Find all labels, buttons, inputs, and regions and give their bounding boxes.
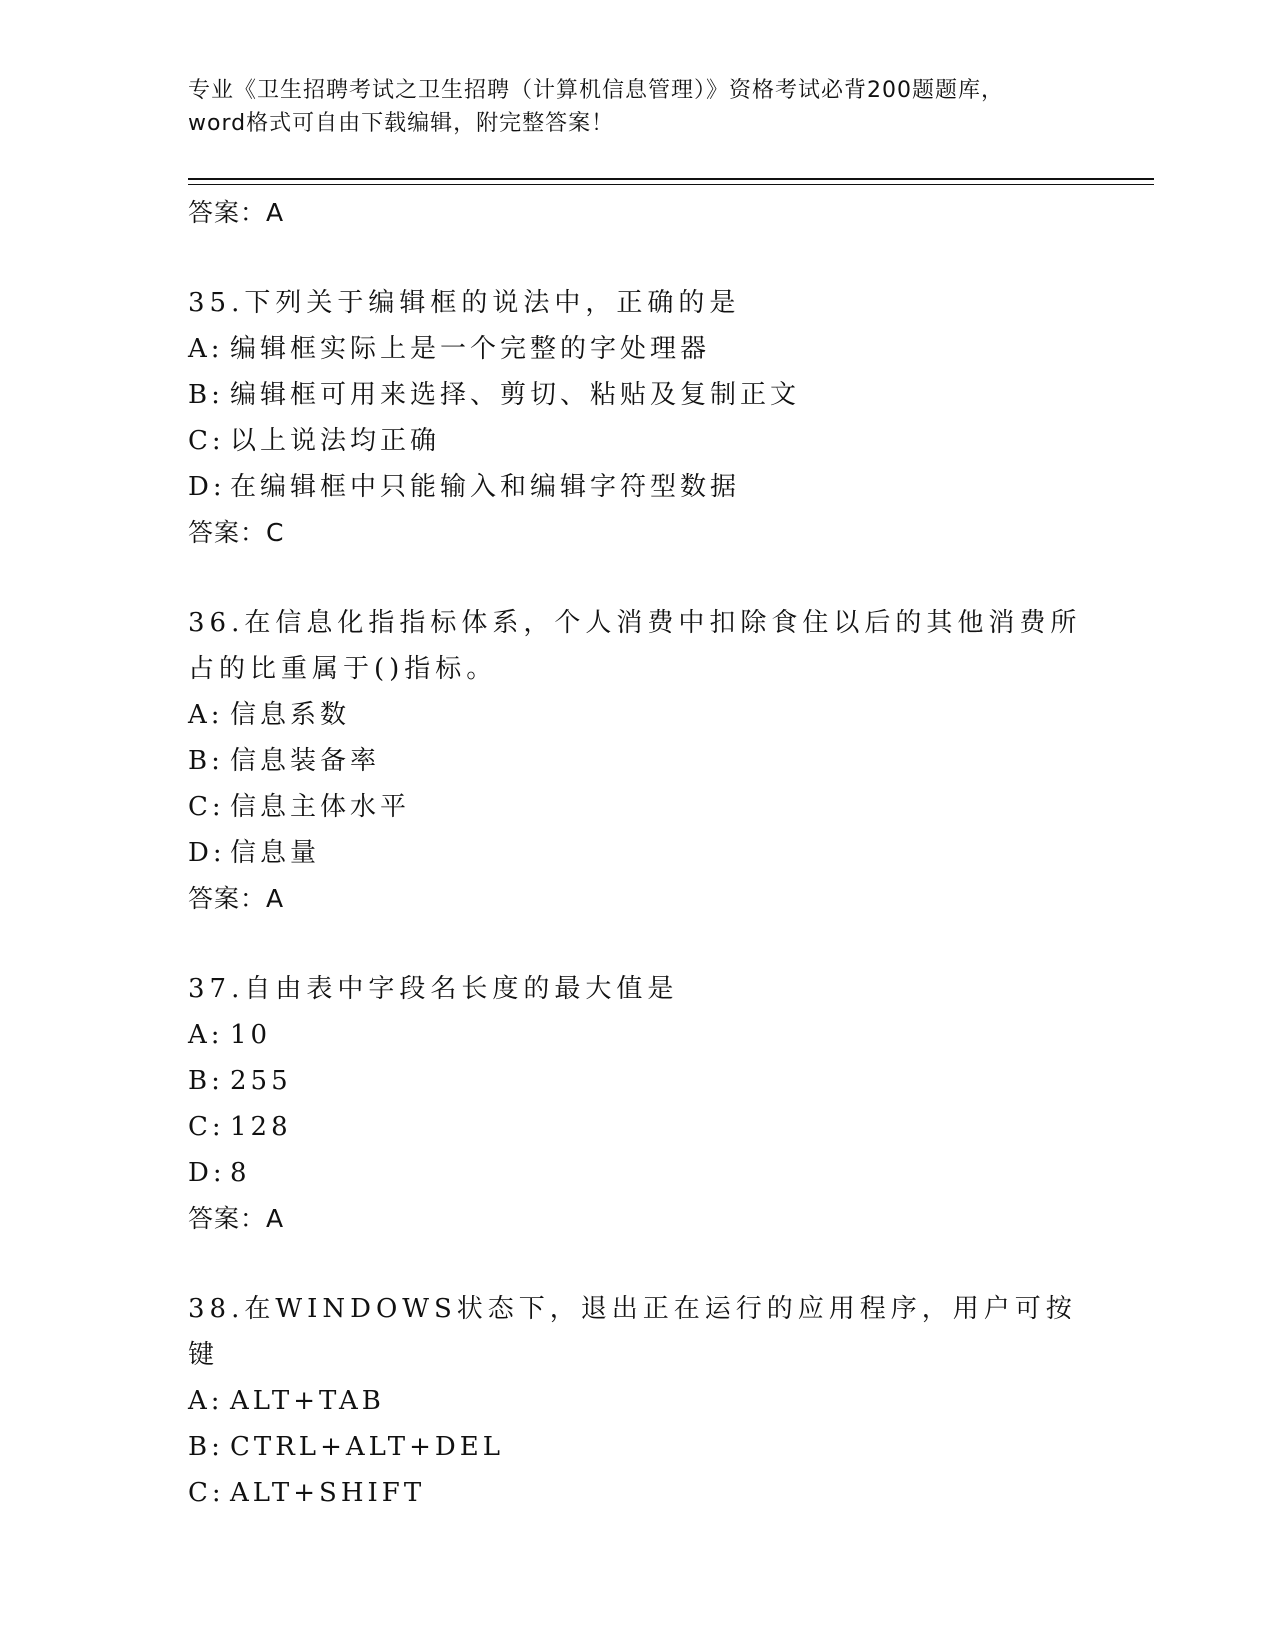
option-text: 255	[230, 1066, 292, 1096]
option-text: 编辑框实际上是一个完整的字处理器	[230, 334, 711, 364]
option-text: 信息系数	[230, 700, 351, 730]
answer-line: 答案：A	[188, 198, 285, 227]
option-a	[188, 692, 1154, 738]
question-text: 38.在WINDOWS状态下，退出正在运行的应用程序，用户可按键	[188, 1294, 1077, 1370]
header-divider-thick	[188, 178, 1154, 180]
option-text: 信息量	[230, 838, 321, 868]
option-c	[188, 1104, 1154, 1150]
header-divider-thin	[188, 184, 1154, 185]
question-text: 36.在信息化指指标体系，个人消费中扣除食住以后的其他消费所占的比重属于()指标。	[188, 608, 1082, 684]
option-text: 以上说法均正确	[230, 426, 441, 456]
option-key: D:	[188, 1158, 226, 1188]
option-c	[188, 418, 1154, 464]
option-d	[188, 830, 1154, 876]
option-text: ALT+SHIFT	[230, 1478, 426, 1508]
option-a	[188, 326, 1154, 372]
option-key: D:	[188, 472, 226, 502]
option-key: A:	[188, 1386, 224, 1416]
option-d	[188, 1150, 1154, 1196]
answer-line: 答案：A	[188, 884, 285, 913]
option-b	[188, 1058, 1154, 1104]
option-text: 128	[230, 1112, 292, 1142]
document-header	[188, 74, 1088, 140]
question-text: 35.下列关于编辑框的说法中，正确的是	[188, 288, 741, 318]
question-37	[188, 966, 1154, 1241]
question-38	[188, 1286, 1154, 1516]
option-text: 8	[230, 1158, 251, 1188]
option-text: 编辑框可用来选择、剪切、粘贴及复制正文	[230, 380, 801, 410]
option-d	[188, 464, 1154, 510]
option-key: B:	[188, 1432, 224, 1462]
option-key: B:	[188, 1066, 224, 1096]
option-text: 在编辑框中只能输入和编辑字符型数据	[230, 472, 741, 502]
answer-line: 答案：A	[188, 1204, 285, 1233]
option-key: C:	[188, 792, 225, 822]
option-c	[188, 1470, 1154, 1516]
option-key: D:	[188, 838, 226, 868]
option-key: A:	[188, 334, 224, 364]
question-text: 37.自由表中字段名长度的最大值是	[188, 974, 679, 1004]
option-key: B:	[188, 380, 224, 410]
option-key: B:	[188, 746, 224, 776]
header-title-line-2: word格式可自由下载编辑，附完整答案！	[188, 111, 615, 136]
option-a	[188, 1012, 1154, 1058]
question-list	[188, 190, 1154, 1516]
option-text: 10	[230, 1020, 272, 1050]
option-c	[188, 784, 1154, 830]
answer-line: 答案：C	[188, 518, 285, 547]
option-key: C:	[188, 1478, 225, 1508]
option-text: 信息主体水平	[230, 792, 411, 822]
option-b	[188, 372, 1154, 418]
option-a	[188, 1378, 1154, 1424]
option-text: ALT+TAB	[230, 1386, 385, 1416]
option-key: A:	[188, 700, 224, 730]
question-36	[188, 600, 1154, 921]
question-35	[188, 280, 1154, 555]
option-key: C:	[188, 426, 225, 456]
option-b	[188, 1424, 1154, 1470]
option-text: 信息装备率	[230, 746, 381, 776]
option-key: C:	[188, 1112, 225, 1142]
option-key: A:	[188, 1020, 224, 1050]
option-b	[188, 738, 1154, 784]
option-text: CTRL+ALT+DEL	[230, 1432, 505, 1462]
header-title-line-1: 专业《卫生招聘考试之卫生招聘（计算机信息管理）》资格考试必背200题题库，	[188, 78, 1004, 103]
